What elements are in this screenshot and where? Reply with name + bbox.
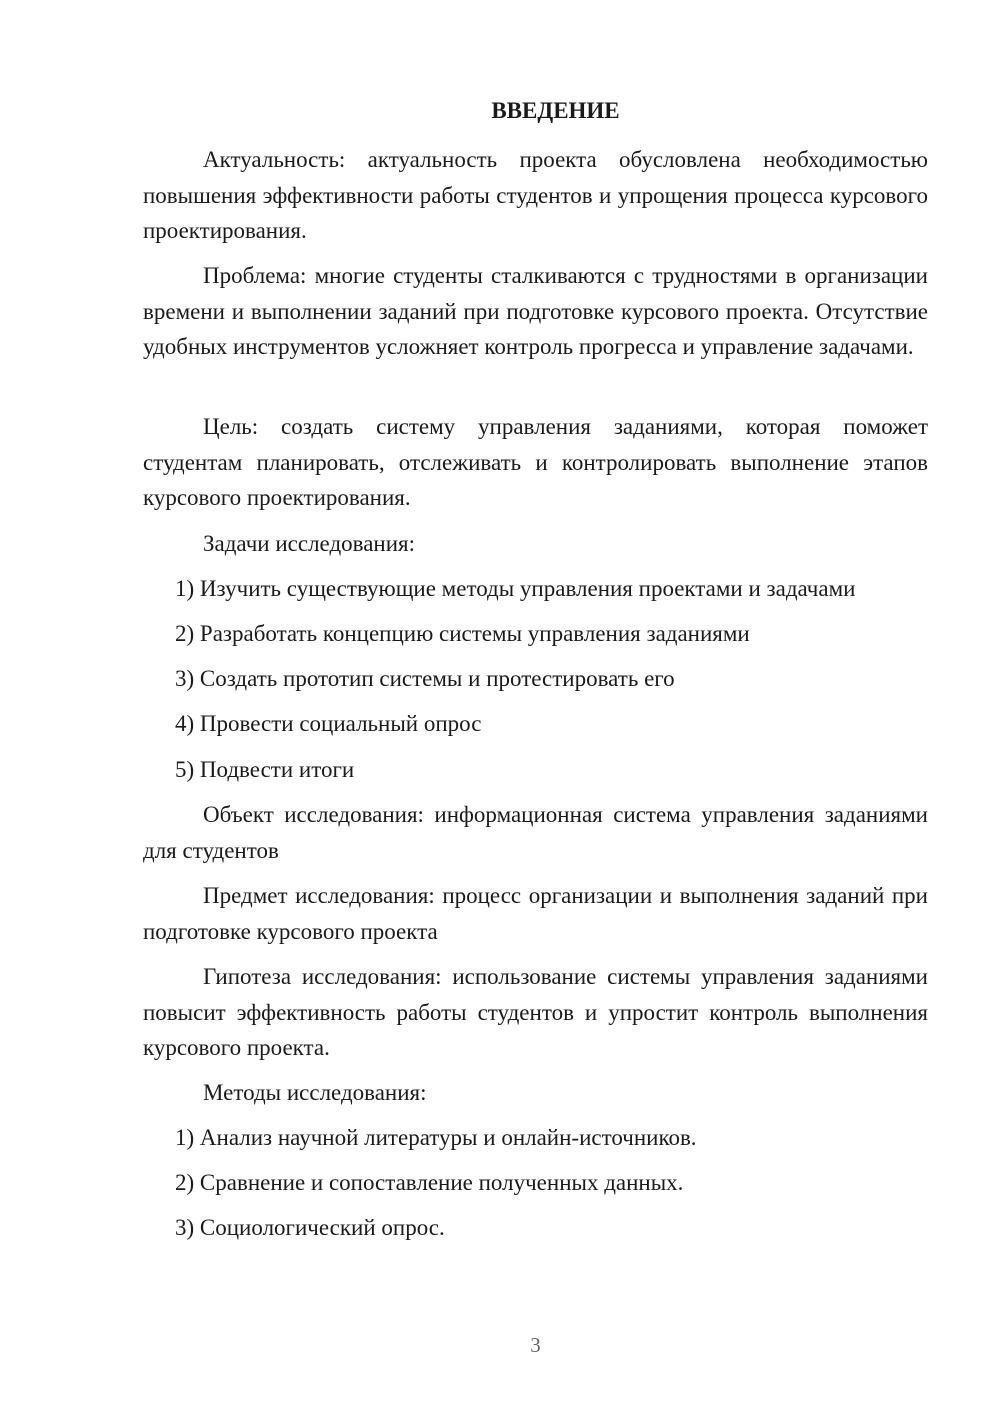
task-item: 2) Разработать концепцию системы управления заданиями: [175, 621, 750, 646]
task-item: 1) Изучить существующие методы управления проектами и задачами: [175, 576, 856, 601]
method-item: 1) Анализ научной литературы и онлайн-источников.: [175, 1125, 697, 1150]
subject-paragraph: Предмет исследования: процесс организации и выполнения заданий при подготовке курсового проекта: [143, 883, 928, 944]
task-item: 4) Провести социальный опрос: [175, 711, 482, 736]
tasks-heading: Задачи исследования:: [203, 531, 416, 556]
page-number: 3: [530, 1333, 541, 1357]
task-item: 3) Создать прототип системы и протестировать его: [175, 666, 675, 691]
hypothesis-paragraph: Гипотеза исследования: использование системы управления заданиями повысит эффективность работы студентов и упростит контроль выполнения курсового проекта.: [143, 964, 928, 1060]
document-page: [143, 0, 928, 1414]
task-item: 5) Подвести итоги: [175, 757, 355, 782]
object-paragraph: Объект исследования: информационная система управления заданиями для студентов: [143, 802, 928, 863]
method-item: 2) Сравнение и сопоставление полученных данных.: [175, 1170, 684, 1195]
method-item: 3) Социологический опрос.: [175, 1215, 445, 1240]
goal-paragraph: Цель: создать систему управления заданиями, которая поможет студентам планировать, отслеживать и контролировать выполнение этапов курсового проектирования.: [143, 414, 928, 510]
methods-heading: Методы исследования:: [203, 1080, 427, 1105]
page-title: ВВЕДЕНИЕ: [491, 98, 620, 123]
relevance-paragraph: Актуальность: актуальность проекта обусловлена необходимостью повышения эффективности работы студентов и упрощения процесса курсового проектирования.: [143, 147, 928, 243]
problem-paragraph: Проблема: многие студенты сталкиваются с трудностями в организации времени и выполнении заданий при подготовке курсового проекта. Отсутствие удобных инструментов усложняет контроль прогресса и управление задачами.: [143, 263, 928, 359]
